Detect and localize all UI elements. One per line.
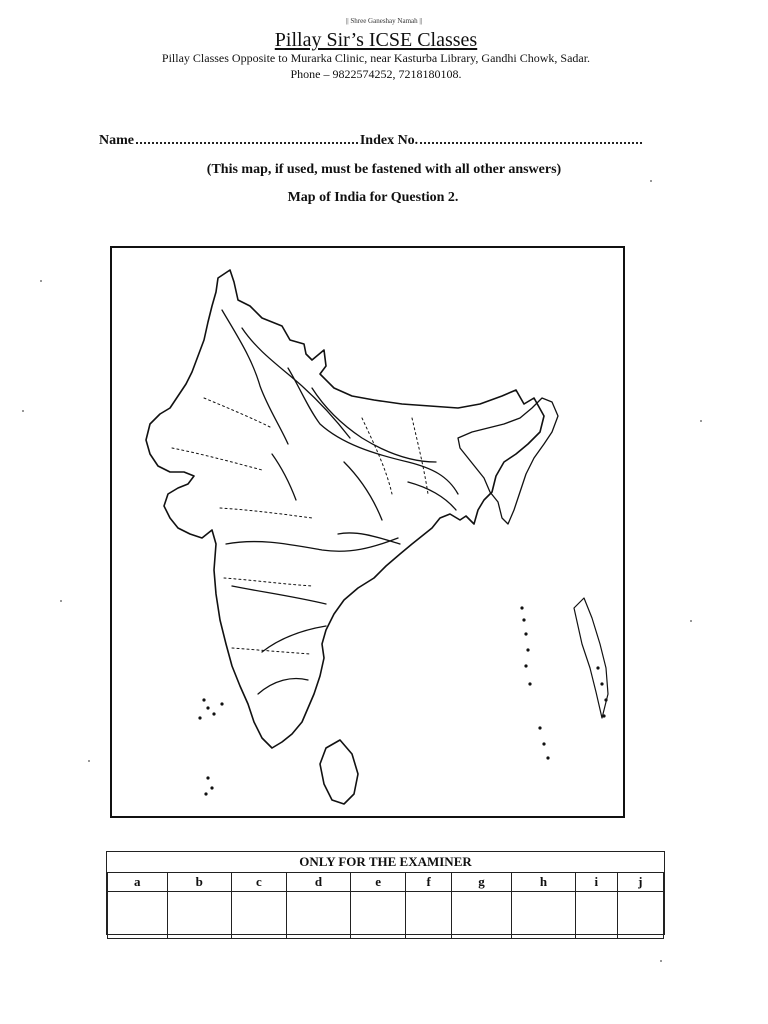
column-letter: e bbox=[351, 873, 406, 892]
column-letter: f bbox=[406, 873, 452, 892]
state-boundaries bbox=[172, 398, 428, 654]
school-phone: Phone – 9822574252, 7218180108. bbox=[290, 67, 462, 81]
scan-speck bbox=[690, 620, 692, 622]
name-index-line bbox=[99, 132, 644, 152]
column-letter: h bbox=[511, 873, 575, 892]
scan-speck bbox=[660, 960, 662, 962]
marks-cell[interactable] bbox=[167, 892, 231, 939]
scan-speck bbox=[700, 420, 702, 422]
scan-speck bbox=[650, 180, 652, 182]
fasten-note: (This map, if used, must be fastened with all other answers) bbox=[206, 162, 562, 177]
marks-row bbox=[108, 892, 664, 939]
map-title: Map of India for Question 2. bbox=[287, 190, 459, 205]
name-blank[interactable] bbox=[136, 132, 358, 144]
island-dots bbox=[198, 606, 607, 795]
examiner-table bbox=[106, 851, 665, 935]
column-letter: d bbox=[286, 873, 350, 892]
india-outline-map-icon bbox=[112, 248, 623, 816]
map-frame bbox=[110, 246, 625, 818]
marks-cell[interactable] bbox=[576, 892, 618, 939]
index-label: Index No. bbox=[359, 133, 419, 148]
school-name: Pillay Sir’s ICSE Classes bbox=[274, 29, 478, 51]
column-letter: b bbox=[167, 873, 231, 892]
scan-speck bbox=[60, 600, 62, 602]
marks-cell[interactable] bbox=[286, 892, 350, 939]
scan-speck bbox=[22, 410, 24, 412]
marks-cell[interactable] bbox=[511, 892, 575, 939]
marks-cell[interactable] bbox=[617, 892, 663, 939]
examiner-caption: ONLY FOR THE EXAMINER bbox=[108, 852, 664, 873]
name-label: Name bbox=[99, 133, 134, 148]
marks-cell[interactable] bbox=[231, 892, 286, 939]
index-blank[interactable] bbox=[420, 132, 642, 144]
school-address: Pillay Classes Opposite to Murarka Clinic, near Kasturba Library, Gandhi Chowk, Sadar. bbox=[161, 51, 591, 65]
column-letter: j bbox=[617, 873, 663, 892]
column-letter: i bbox=[576, 873, 618, 892]
scan-speck bbox=[88, 760, 90, 762]
column-letter: g bbox=[452, 873, 512, 892]
column-letter: a bbox=[108, 873, 168, 892]
sri-lanka-outline bbox=[320, 740, 358, 804]
river-lines bbox=[222, 310, 458, 694]
scan-speck bbox=[40, 280, 42, 282]
column-letters-row bbox=[108, 873, 664, 892]
marks-cell[interactable] bbox=[351, 892, 406, 939]
blessing-text: || Shree Ganeshay Namah || bbox=[345, 17, 423, 25]
column-letter: c bbox=[231, 873, 286, 892]
india-mainland-outline bbox=[146, 270, 544, 748]
coastline-east bbox=[574, 598, 608, 718]
marks-cell[interactable] bbox=[406, 892, 452, 939]
marks-cell[interactable] bbox=[108, 892, 168, 939]
marks-cell[interactable] bbox=[452, 892, 512, 939]
